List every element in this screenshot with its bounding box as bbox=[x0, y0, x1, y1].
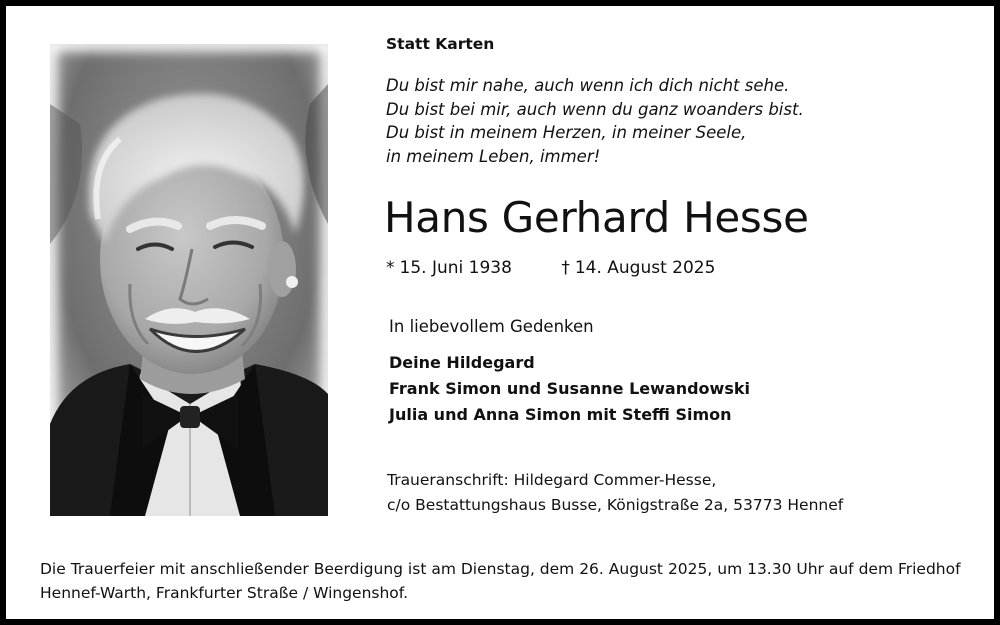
remembrance-intro: In liebevollem Gedenken bbox=[389, 317, 594, 336]
service-line: Die Trauerfeier mit anschließender Beerdigung ist am Dienstag, dem 26. August 2025, um 13.30 Uhr auf dem Friedhof bbox=[40, 560, 961, 578]
birth-star-icon: * bbox=[386, 258, 395, 278]
poem-line: Du bist in meinem Herzen, in meiner Seele, bbox=[386, 123, 747, 142]
mourner-name: Frank Simon und Susanne Lewandowski bbox=[389, 379, 750, 398]
mourner-name: Deine Hildegard bbox=[389, 353, 535, 372]
mourner-name: Julia und Anna Simon mit Steffi Simon bbox=[389, 405, 732, 424]
deceased-name: Hans Gerhard Hesse bbox=[384, 193, 809, 242]
funeral-service-info bbox=[40, 557, 961, 605]
address-line: c/o Bestattungshaus Busse, Königstraße 2a, 53773 Hennef bbox=[387, 496, 844, 514]
service-line: Hennef-Warth, Frankfurter Straße / Wingenshof. bbox=[40, 584, 409, 602]
birth-date-group bbox=[386, 258, 512, 278]
life-dates bbox=[386, 258, 715, 278]
poem-line: in meinem Leben, immer! bbox=[386, 146, 601, 166]
death-date: 14. August 2025 bbox=[574, 258, 716, 278]
poem-line: Du bist mir nahe, auch wenn ich dich nicht sehe. bbox=[386, 76, 790, 95]
mourners-list bbox=[389, 350, 750, 428]
mourning-address bbox=[387, 468, 843, 518]
statt-karten-label: Statt Karten bbox=[386, 35, 495, 53]
death-date-group bbox=[561, 258, 715, 278]
address-line: Traueranschrift: Hildegard Commer-Hesse, bbox=[387, 471, 717, 489]
portrait-photo bbox=[50, 44, 328, 516]
poem bbox=[386, 74, 804, 168]
poem-line: Du bist bei mir, auch wenn du ganz woanders bist. bbox=[386, 99, 804, 119]
birth-date: 15. Juni 1938 bbox=[399, 258, 512, 278]
death-cross-icon: † bbox=[561, 258, 570, 278]
